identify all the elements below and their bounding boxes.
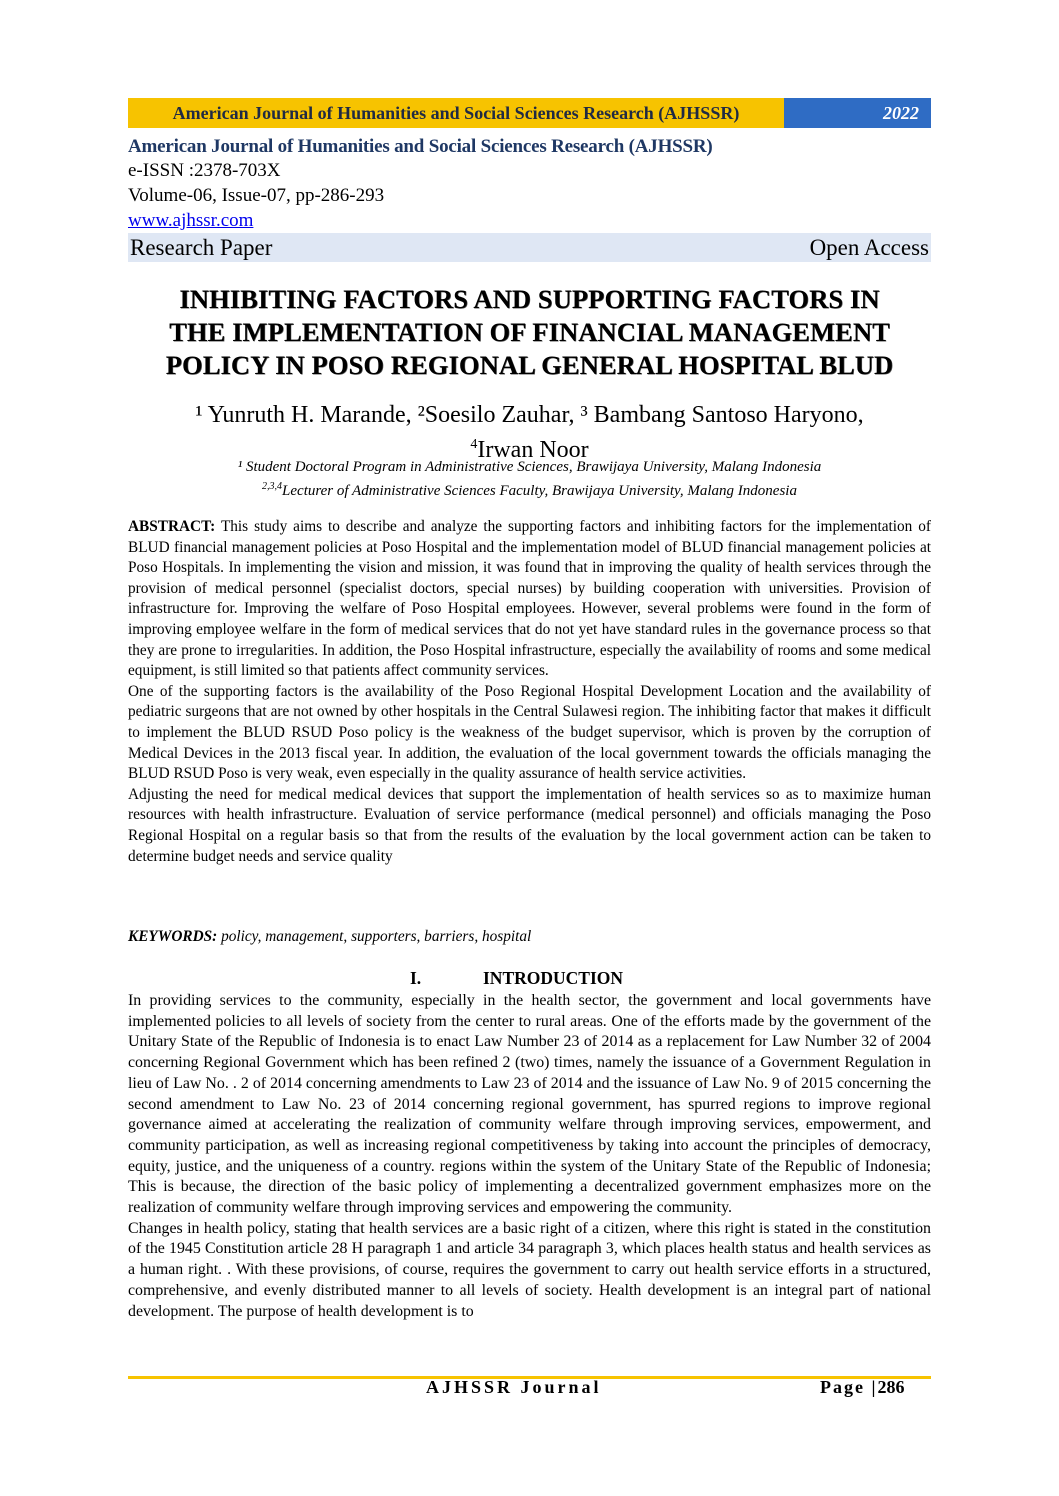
journal-eissn: e-ISSN :2378-703X bbox=[128, 160, 281, 181]
footer-journal: AJHSSR Journal bbox=[426, 1377, 602, 1397]
affiliations bbox=[128, 458, 931, 501]
abstract-text: This study aims to describe and analyze the supporting factors and inhibiting factors for the implementation of BLUD financial management policies at Poso Hospital and the implementation model of BLUD financial management policies at Poso Hospitals. In implementing the vision and mission, it was found that in improving the quality of health services through the provision of medical personnel (specialist doctors, special nurses) by building cooperation with universities. Provision of infrastructure for. Improving the welfare of Poso Hospital employees. However, several problems were found in the form of improving employee welfare in the form of medical services that do not yet have standard rules in the governance process so that they are prone to irregularities. In addition, the Poso Hospital infrastructure, especially the availability of rooms and some medical equipment, is still limited so that patients affect community services. bbox=[128, 518, 931, 680]
footer-page bbox=[820, 1377, 904, 1398]
keywords-text: policy, management, supporters, barriers, hospital bbox=[221, 928, 532, 945]
title-line: POLICY IN POSO REGIONAL GENERAL HOSPITAL BLUD bbox=[165, 350, 894, 380]
section-number: I. bbox=[410, 968, 422, 988]
abstract-section bbox=[128, 517, 931, 867]
affiliation-superscript: 2,3,4 bbox=[262, 481, 283, 492]
footer-page-label: Page | bbox=[820, 1377, 878, 1397]
running-header-journal: American Journal of Humanities and Social Sciences Research (AJHSSR) bbox=[128, 98, 784, 128]
abstract-paragraph: Adjusting the need for medical medical devices that support the implementation of health services so as to maximize human resources with health infrastructure. Evaluation of service performance (medical personnel) and officials managing the Poso Regional Hospital on a regular basis so that from the results of the evaluation by the local government action can be taken to determine budget needs and service quality bbox=[128, 785, 931, 865]
abstract-label: ABSTRACT: bbox=[128, 518, 216, 535]
footer-page-number: 286 bbox=[877, 1377, 905, 1397]
author-line: ¹ Yunruth H. Marande, ²Soesilo Zauhar, ³ Bambang Santoso Haryono, bbox=[195, 402, 864, 428]
title-line: THE IMPLEMENTATION OF FINANCIAL MANAGEMENT bbox=[169, 317, 890, 347]
paper-type-bar bbox=[128, 233, 931, 262]
running-header-year: 2022 bbox=[784, 98, 931, 128]
running-header bbox=[128, 98, 931, 128]
title-line: INHIBITING FACTORS AND SUPPORTING FACTORS IN bbox=[179, 284, 880, 314]
open-access-label: Open Access bbox=[809, 234, 929, 260]
keywords-line bbox=[128, 928, 931, 946]
keywords-label: KEYWORDS: bbox=[128, 928, 218, 945]
author-list bbox=[128, 400, 931, 465]
author-superscript: 4 bbox=[470, 437, 478, 452]
journal-volume: Volume-06, Issue-07, pp-286-293 bbox=[128, 185, 385, 206]
journal-url-link[interactable]: www.ajhssr.com bbox=[128, 210, 254, 231]
affiliation-line: ¹ Student Doctoral Program in Administrative Sciences, Brawijaya University, Malang Indonesia bbox=[237, 459, 822, 475]
author-name: Irwan Noor bbox=[477, 437, 589, 463]
affiliation-line bbox=[128, 477, 931, 501]
introduction-body bbox=[128, 991, 931, 1322]
paper-title bbox=[128, 283, 931, 382]
abstract-paragraph bbox=[128, 517, 931, 682]
affiliation-text: Lecturer of Administrative Sciences Faculty, Brawijaya University, Malang Indonesia bbox=[282, 483, 797, 499]
body-paragraph: In providing services to the community, especially in the health sector, the government and local governments have implemented policies to all levels of society from the center to rural areas. One of the efforts made by the government of the Unitary State of the Republic of Indonesia is to enact Law Number 23 of 2014 as a replacement for Law Number 32 of 2004 concerning Regional Government which has been refined 2 (two) times, namely the issuance of a Government Regulation in lieu of Law No. . 2 of 2014 concerning amendments to Law 23 of 2014 and the issuance of Law No. 9 of 2015 concerning the second amendment to Law No. 23 of 2014 concerning regional government, has spurred regions to improve regional governance aimed at accelerating the realization of community welfare through improving services, empowerment, and community participation, as well as increasing regional competitiveness by taking into account the principles of democracy, equity, justice, and the uniqueness of a country. regions within the system of the Unitary State of the Republic of Indonesia; This is because, the direction of the basic policy of implementing a decentralized government emphasizes more on the realization of community welfare through improving services and empowering the community. bbox=[128, 992, 931, 1217]
journal-name: American Journal of Humanities and Social Sciences Research (AJHSSR) bbox=[128, 136, 713, 157]
paper-type: Research Paper bbox=[130, 234, 273, 260]
abstract-paragraph: One of the supporting factors is the availability of the Poso Regional Hospital Development Location and the availability of pediatric surgeons that are not owned by other hospitals in the Central Sulawesi region. The inhibiting factor that makes it difficult to implement the BLUD RSUD Poso policy is the weakness of the budget supervisor, which is proven by the corruption of Medical Devices in the 2013 fiscal year. In addition, the evaluation of the local government towards the officials managing the BLUD RSUD Poso is very weak, even especially in the quality assurance of health service activities. bbox=[128, 682, 931, 783]
body-paragraph: Changes in health policy, stating that health services are a basic right of a citizen, where this right is stated in the constitution of the 1945 Constitution article 28 H paragraph 1 and article 34 paragraph 3, which places health status and health services as a human right. . With these provisions, of course, requires the government to carry out health service efforts in a structured, comprehensive, and evenly distributed manner to all levels of society. Health development is an integral part of national development. The purpose of health development is to bbox=[128, 1219, 931, 1320]
section-title: INTRODUCTION bbox=[483, 968, 624, 988]
